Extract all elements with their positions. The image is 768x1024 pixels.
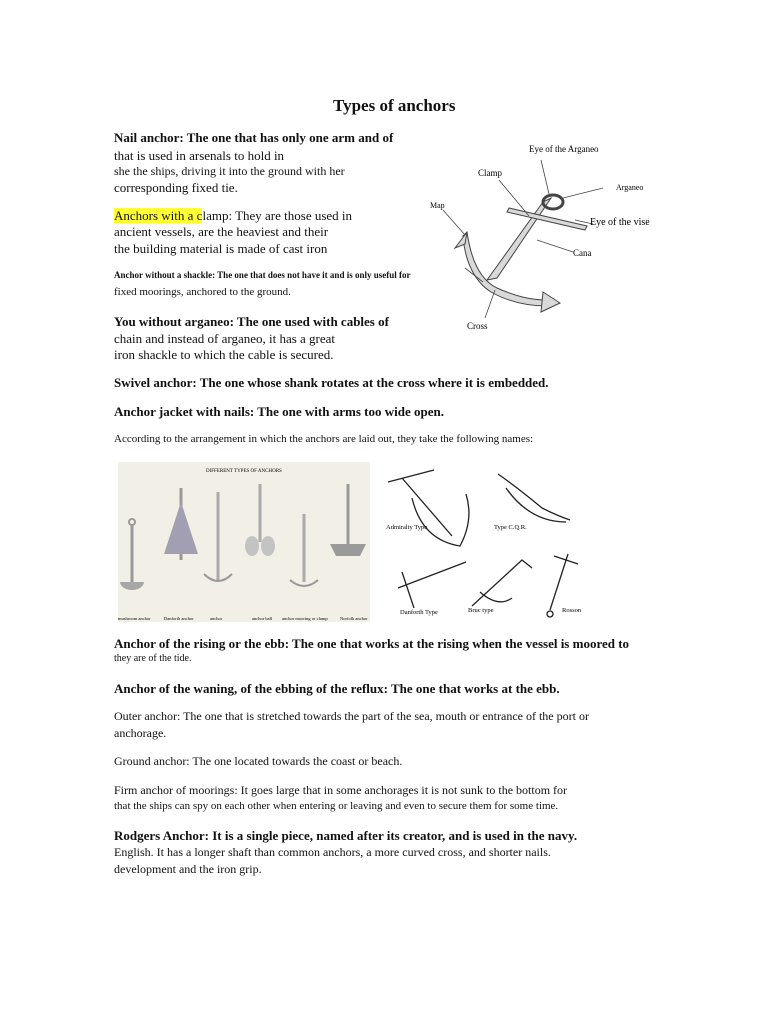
anchor-types-photo bbox=[118, 462, 370, 622]
label-map: Map bbox=[430, 201, 445, 210]
arganeo-anchor-line: iron shackle to which the cable is secured. bbox=[114, 347, 334, 362]
anchor-types-sketch bbox=[382, 458, 590, 618]
page-title: Types of anchors bbox=[333, 96, 456, 115]
rodgers-anchor-line: development and the iron grip. bbox=[114, 862, 262, 876]
label-cross: Cross bbox=[467, 321, 488, 331]
nail-anchor-line: that is used in arsenals to hold in bbox=[114, 148, 285, 163]
outer-anchor-line: Outer anchor: The one that is stretched towards the part of the sea, mouth or entrance of the port or bbox=[114, 709, 589, 723]
jacket-anchor-heading: Anchor jacket with nails: The one with arms too wide open. bbox=[114, 404, 444, 419]
nail-anchor-line: she the ships, driving it into the ground with her bbox=[114, 164, 345, 178]
label-cana: Cana bbox=[573, 248, 592, 258]
sketch-label: Bruc type bbox=[468, 607, 494, 614]
sketch-label: Admiralty Type bbox=[386, 524, 428, 531]
clamp-anchor-line: the building material is made of cast iron bbox=[114, 241, 328, 256]
swivel-anchor-heading: Swivel anchor: The one whose shank rotates at the cross where it is embedded. bbox=[114, 375, 549, 390]
rodgers-anchor-line: English. It has a longer shaft than common anchors, a more curved cross, and shorter nails. bbox=[114, 845, 551, 859]
arrangement-text: According to the arrangement in which the anchors are laid out, they take the following names: bbox=[114, 433, 534, 445]
photo-label: anchor ball bbox=[252, 616, 273, 621]
firm-anchor-line: Firm anchor of moorings: It goes large that in some anchorages it is not sunk to the bottom for bbox=[114, 783, 568, 797]
clamp-anchor-line: ancient vessels, are the heaviest and their bbox=[114, 224, 329, 239]
rising-anchor-line: they are of the tide. bbox=[114, 653, 192, 664]
photo-label: anchor mooring or clamp bbox=[282, 616, 328, 621]
arganeo-anchor-line: chain and instead of arganeo, it has a great bbox=[114, 331, 336, 346]
sketch-label: Rosson bbox=[562, 607, 582, 614]
sketch-label: Danforth Type bbox=[400, 609, 438, 616]
nail-anchor-heading: Nail anchor: The one that has only one arm and of bbox=[114, 130, 394, 145]
photo-label: mushroom anchor bbox=[118, 616, 151, 621]
clamp-anchor-line: Anchors with a clamp: They are those used in bbox=[114, 208, 353, 223]
label-arganeo: Arganeo bbox=[616, 183, 644, 192]
anchor-types-illustration bbox=[118, 462, 370, 622]
anchor-stock bbox=[507, 208, 587, 230]
anchor-arms bbox=[463, 232, 547, 306]
outer-anchor-line: anchorage. bbox=[114, 726, 167, 740]
photo-label: Danforth anchor bbox=[164, 616, 194, 621]
label-clamp: Clamp bbox=[478, 168, 502, 178]
label-eye-vise: Eye of the vise bbox=[590, 217, 650, 228]
photo-label: anchor bbox=[210, 616, 223, 621]
anchor-parts-diagram bbox=[425, 140, 665, 335]
anchor-fluke bbox=[541, 292, 560, 312]
firm-anchor-line: that the ships can spy on each other when entering or leaving and even to secure them for some time. bbox=[114, 800, 559, 812]
photo-label: Norfolk anchor bbox=[340, 616, 368, 621]
arganeo-anchor-heading: You without arganeo: The one used with cables of bbox=[114, 314, 389, 329]
shackle-anchor-heading: Anchor without a shackle: The one that does not have it and is only useful for bbox=[114, 270, 411, 280]
rising-anchor-heading: Anchor of the rising or the ebb: The one that works at the rising when the vessel is moored to bbox=[114, 636, 630, 651]
photo-heading: DIFFERENT TYPES OF ANCHORS bbox=[206, 469, 282, 474]
rodgers-anchor-heading: Rodgers Anchor: It is a single piece, named after its creator, and is used in the navy. bbox=[114, 828, 578, 843]
highlighted-text: Anchors with a c bbox=[114, 208, 203, 223]
waning-anchor-heading: Anchor of the waning, of the ebbing of the reflux: The one that works at the ebb. bbox=[114, 681, 560, 696]
label-eye-arganeo: Eye of the Arganeo bbox=[529, 144, 599, 154]
sketch-label: Type C.Q.R. bbox=[494, 524, 527, 531]
shackle-anchor-line: fixed moorings, anchored to the ground. bbox=[114, 286, 291, 298]
ground-anchor-line: Ground anchor: The one located towards the coast or beach. bbox=[114, 754, 403, 768]
nail-anchor-line: corresponding fixed tie. bbox=[114, 180, 238, 195]
